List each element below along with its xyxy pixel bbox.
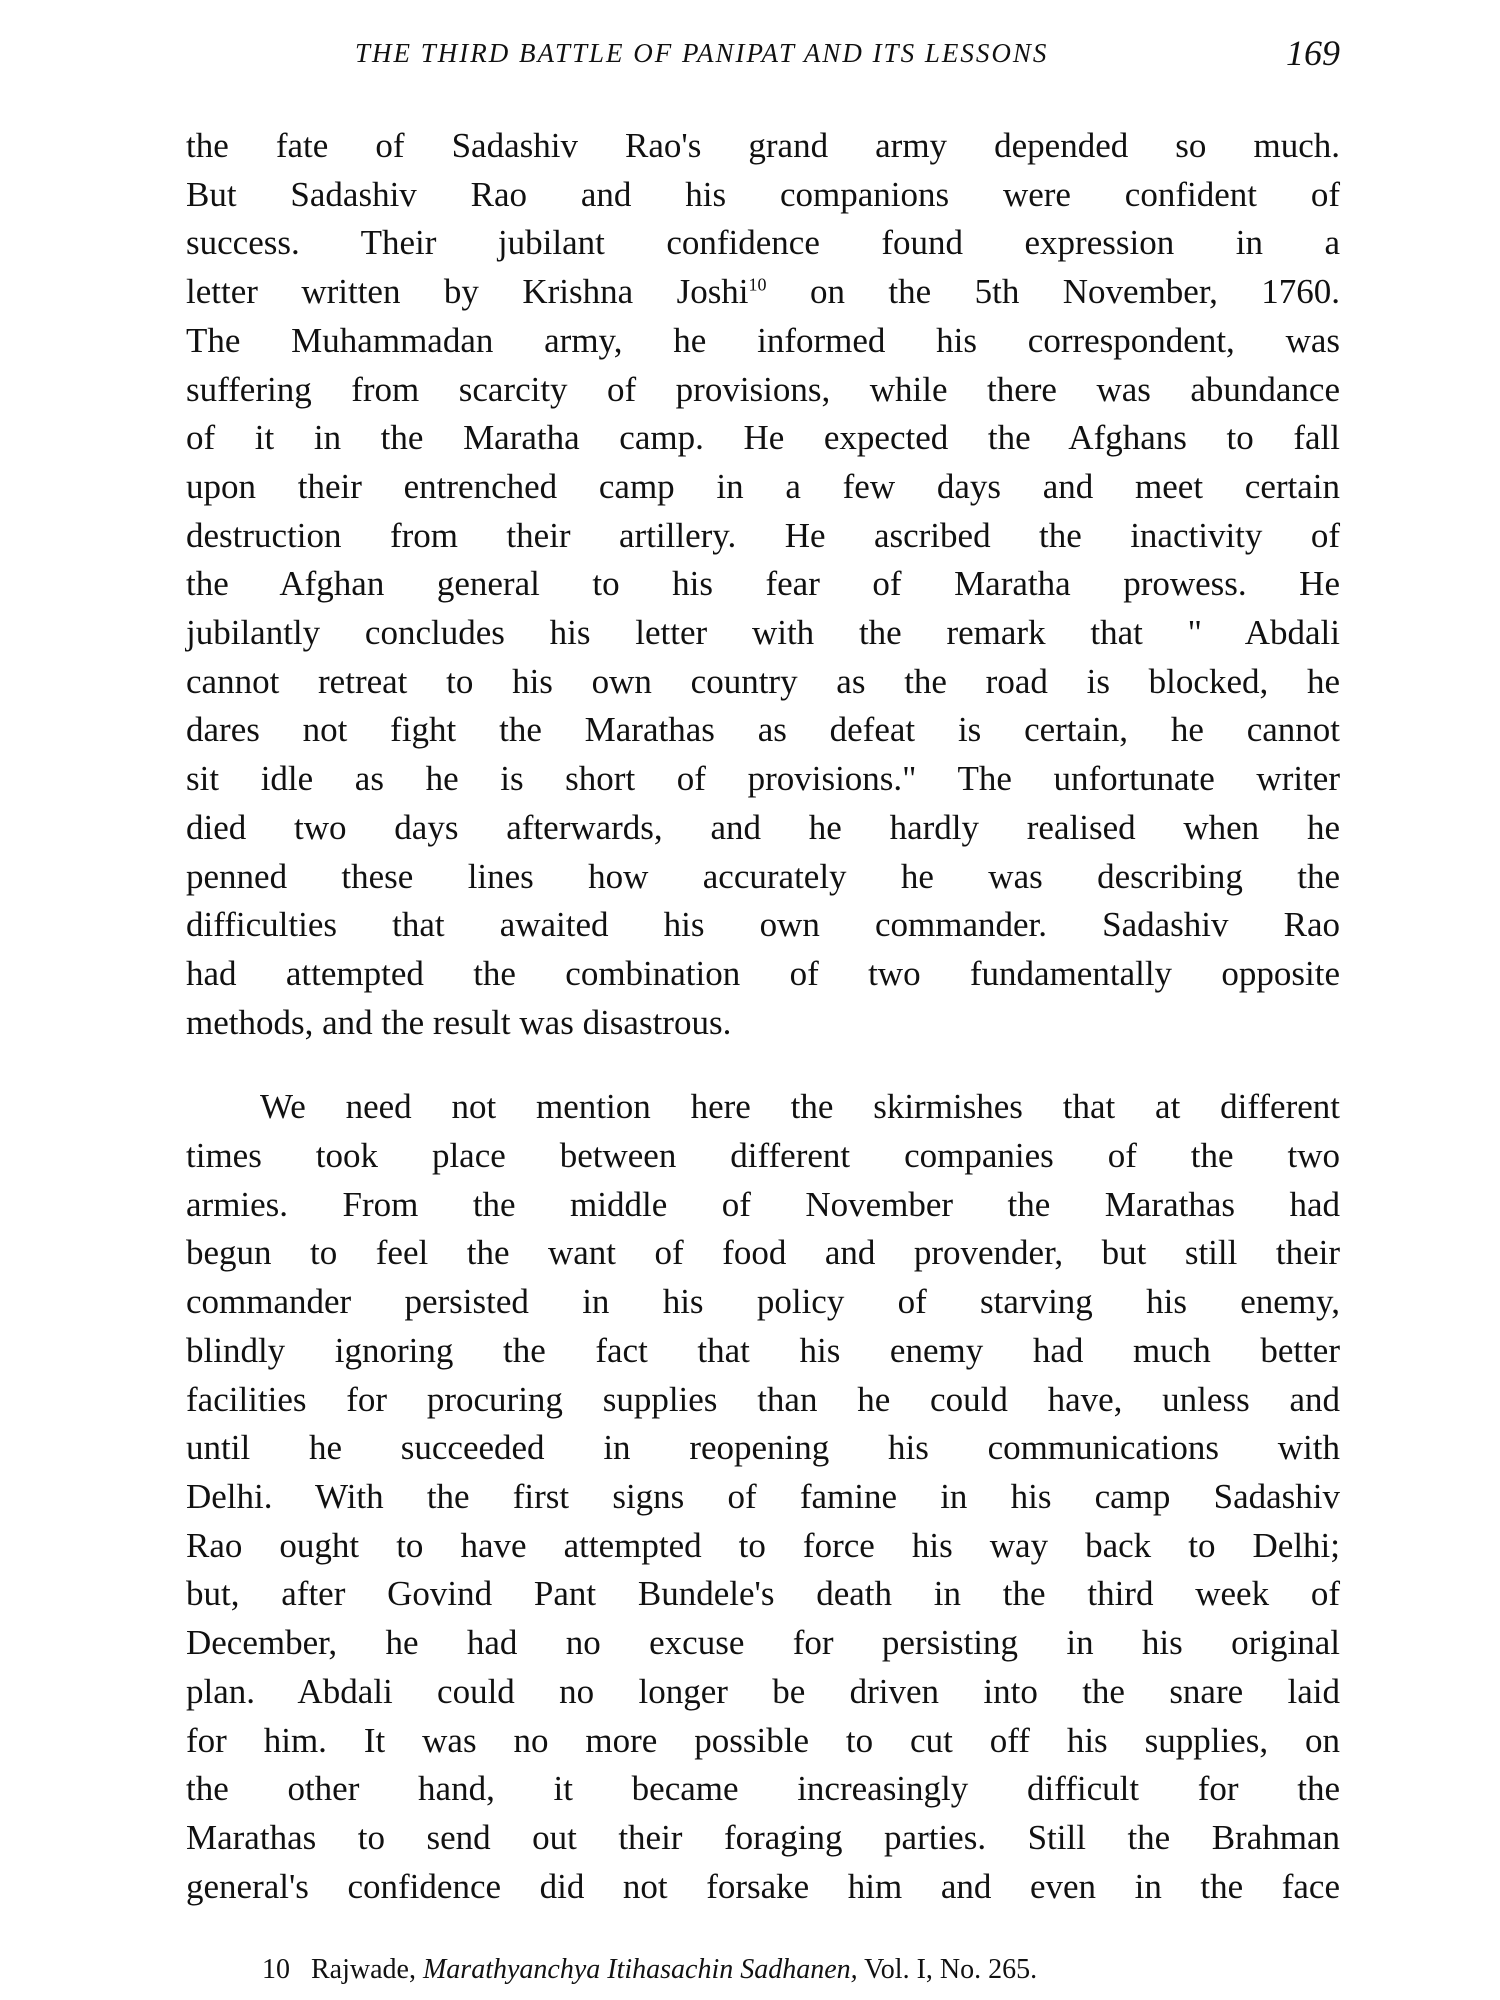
text-line: sit idle as he is short of provisions." The unfortunate writer (186, 759, 1340, 799)
footnote-author: Rajwade, (311, 1954, 416, 1985)
text-line: plan. Abdali could no longer be driven into the snare laid (186, 1671, 1340, 1711)
footnote-number: 10 (262, 1954, 290, 1985)
text-line: the Afghan general to his fear of Maratha prowess. He (186, 564, 1340, 604)
text-line: We need not mention here the skirmishes that at different (260, 1087, 1340, 1127)
text-line: Rao ought to have attempted to force his way back to Delhi; (186, 1525, 1340, 1565)
footnote-detail: Vol. I, No. 265. (864, 1954, 1038, 1985)
text-line: cannot retreat to his own country as the road is blocked, he (186, 661, 1340, 701)
text-line: but, after Govind Pant Bundele's death in the third week of (186, 1574, 1340, 1614)
text-segment: letter written by Krishna Joshi (186, 272, 749, 312)
text-line: suffering from scarcity of provisions, while there was abundance (186, 369, 1340, 409)
text-line: blindly ignoring the fact that his enemy had much better (186, 1330, 1340, 1370)
text-line: Delhi. With the first signs of famine in his camp Sadashiv (186, 1476, 1340, 1516)
text-line: But Sadashiv Rao and his companions were confident of (186, 174, 1340, 214)
body-text (186, 122, 1340, 1911)
text-line: jubilantly concludes his letter with the remark that " Abdali (186, 613, 1340, 653)
text-line: Marathas to send out their foraging parties. Still the Brahman (186, 1817, 1340, 1857)
text-line: success. Their jubilant confidence found expression in a (186, 223, 1340, 263)
text-line: for him. It was no more possible to cut off his supplies, on (186, 1720, 1340, 1760)
text-line: had attempted the combination of two fundamentally opposite (186, 953, 1340, 993)
text-line: destruction from their artillery. He ascribed the inactivity of (186, 515, 1340, 555)
text-line: general's confidence did not forsake him and even in the face (186, 1866, 1340, 1906)
text-line-with-footnote (186, 268, 1340, 317)
text-line: times took place between different companies of the two (186, 1136, 1340, 1176)
page-number: 169 (1286, 33, 1340, 73)
text-line: methods, and the result was disastrous. (186, 1002, 732, 1042)
text-line: penned these lines how accurately he was describing the (186, 856, 1340, 896)
paragraph-2 (186, 1083, 1340, 1911)
text-line: upon their entrenched camp in a few days and meet certain (186, 466, 1340, 506)
running-title: THE THIRD BATTLE OF PANIPAT AND ITS LESSONS (355, 38, 1049, 68)
text-line: The Muhammadan army, he informed his correspondent, was (186, 320, 1340, 360)
text-line: dares not fight the Marathas as defeat is certain, he cannot (186, 710, 1340, 750)
text-line: December, he had no excuse for persisting in his original (186, 1623, 1340, 1663)
text-line: died two days afterwards, and he hardly realised when he (186, 807, 1340, 847)
text-line: commander persisted in his policy of starving his enemy, (186, 1282, 1340, 1322)
text-line: the fate of Sadashiv Rao's grand army depended so much. (186, 126, 1340, 165)
text-line: until he succeeded in reopening his communications with (186, 1428, 1340, 1468)
footnote (262, 1955, 1362, 1985)
running-head (190, 32, 1340, 82)
text-line: the other hand, it became increasingly difficult for the (186, 1769, 1340, 1809)
text-line: of it in the Maratha camp. He expected the Afghans to fall (186, 418, 1340, 458)
text-line: armies. From the middle of November the Marathas had (186, 1184, 1340, 1224)
text-line: begun to feel the want of food and provender, but still their (186, 1233, 1340, 1273)
paragraph-1 (186, 122, 1340, 1047)
text-line: facilities for procuring supplies than he could have, unless and (186, 1379, 1340, 1419)
footnote-title: Marathyanchya Itihasachin Sadhanen, (422, 1954, 858, 1985)
footnote-ref: 10 (748, 274, 767, 295)
text-line: difficulties that awaited his own commander. Sadashiv Rao (186, 905, 1340, 945)
text-segment: on the 5th November, 1760. (766, 272, 1341, 312)
